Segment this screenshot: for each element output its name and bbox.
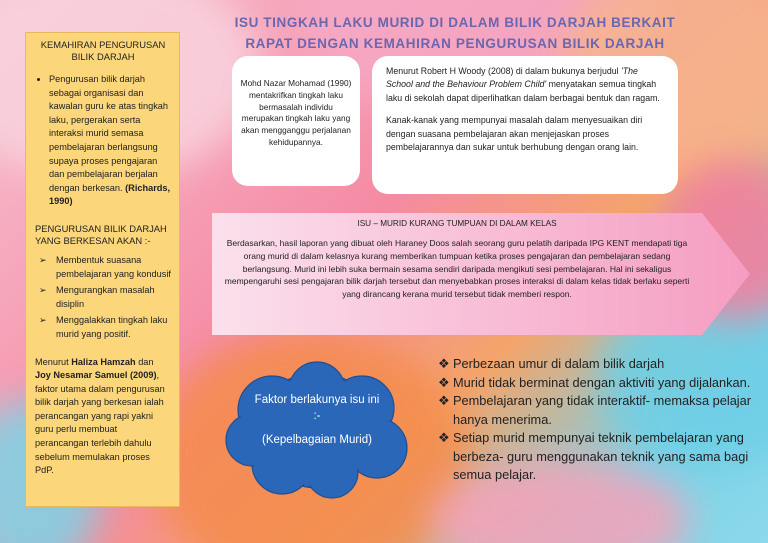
issue-heading: ISU – MURID KURANG TUMPUAN DI DALAM KELAS xyxy=(357,219,557,228)
definition-citation: (Richards, 1990) xyxy=(49,182,171,207)
factor-list xyxy=(438,355,758,485)
arrow-head-icon: ➢ xyxy=(39,315,47,326)
para-author: Joy Nesamar Samuel (2009) xyxy=(35,370,157,381)
factor-item xyxy=(438,392,758,429)
issue-arrow-box xyxy=(212,213,750,335)
definition-text: Pengurusan bilik darjah sebagai organisasi dan kawalan guru ke atas tingkah laku, pergerakan serta interaksi murid semasa pembelajaran berlangsung supaya proses pengajaran dan pembelajaran berjalan dengan berkesan. xyxy=(49,74,169,193)
benefit-list xyxy=(35,254,171,342)
benefit-item xyxy=(39,314,171,341)
para-body: , faktor utama dalam pengurusan bilik darjah yang berkesan ialah perancangan yang rapi yakni guru perlu membuat perancangan terlebih dahulu sebelum memulakan proses PdP. xyxy=(35,370,165,476)
definition-card xyxy=(232,56,360,186)
factor-text: Perbezaan umur di dalam bilik darjah xyxy=(453,356,665,371)
factor-item xyxy=(438,355,758,374)
benefit-text: Mengurangkan masalah disiplin xyxy=(56,285,155,309)
benefit-text: Menggalakkan tingkah laku murid yang positif. xyxy=(56,315,168,339)
quote-body: menyatakan semua tingkah laku di sekolah dapat diperlihatkan dalam berbagai bentuk dan ragam. xyxy=(386,79,660,103)
para-prefix: Menurut xyxy=(35,356,69,367)
panel-heading: KEMAHIRAN PENGURUSAN BILIK DARJAH xyxy=(40,39,166,62)
issue-body: Berdasarkan, hasil laporan yang dibuat oleh Haraney Doos salah seorang guru pelatih daripada IPG KENT mendapati tiga orang murid di dalam kelasnya kurang memberikan tumpuan ketika proses pengajaran dan pembelajaran sedang berlangsung. Murid ini lebih suka bermain sesama sendiri daripada mengikuti sesi pembelajaran. Hal ini sekaligus mempengaruhi sesi pengajaran bilik darjah tersebut dan menyebabkan proses interaksi di dalam kelas tidak berlaku seperti yang dirancang kerana murid tersebut tidak memberi respon. xyxy=(224,238,690,300)
factor-text: Murid tidak berminat dengan aktiviti yang dijalankan. xyxy=(453,374,751,390)
title-line-2: RAPAT DENGAN KEMAHIRAN PENGURUSAN BILIK DARJAH xyxy=(245,36,665,51)
diamond-bullet-icon: ❖ xyxy=(438,356,450,371)
para-conjunction: dan xyxy=(138,356,154,367)
book-title: 'The School and the Behaviour Problem Child' xyxy=(386,66,638,90)
arrow-head-icon: ➢ xyxy=(39,285,47,296)
factor-text: Pembelajaran yang tidak interaktif- memaksa pelajar hanya menerima. xyxy=(453,393,752,427)
cloud-text xyxy=(252,392,382,448)
arrow-head-icon: ➢ xyxy=(39,254,47,265)
factor-text: Setiap murid mempunyai teknik pembelajaran yang berbeza- guru menggunakan teknik yang sama bagi semua pelajar. xyxy=(453,430,749,482)
cloud-line-1: Faktor berlakunya isu ini :- xyxy=(254,394,380,422)
page-title xyxy=(220,12,690,54)
cloud-line-2: (Kepelbagaian Murid) xyxy=(262,434,372,446)
quote-paragraph-1 xyxy=(386,65,666,105)
quote-card xyxy=(372,56,678,194)
quote-prefix: Menurut Robert H Woody (2008) di dalam bukunya berjudul xyxy=(386,66,619,76)
diamond-bullet-icon: ❖ xyxy=(438,430,450,445)
factor-cloud xyxy=(222,360,412,500)
panel-subheading: PENGURUSAN BILIK DARJAH YANG BERKESAN AKAN :- xyxy=(35,222,167,247)
factor-item xyxy=(438,429,758,485)
benefit-item xyxy=(39,254,171,281)
diamond-bullet-icon: ❖ xyxy=(438,374,450,390)
benefit-item xyxy=(39,284,171,311)
factor-item xyxy=(438,374,758,393)
definition-list xyxy=(35,73,171,209)
title-line-1: ISU TINGKAH LAKU MURID DI DALAM BILIK DARJAH BERKAIT xyxy=(234,15,676,30)
benefit-text: Membentuk suasana pembelajaran yang kondusif xyxy=(56,254,171,279)
panel-paragraph xyxy=(35,356,171,478)
diamond-bullet-icon: ❖ xyxy=(438,393,450,408)
definition-card-text: Mohd Nazar Mohamad (1990) mentakrifkan tingkah laku bermasalah individu merupakan tingkah laku yang akan mengganggu perjalanan kehidupannya. xyxy=(240,78,352,147)
para-author: Haliza Hamzah xyxy=(71,356,136,367)
left-info-panel xyxy=(25,32,180,507)
quote-paragraph-2: Kanak-kanak yang mempunyai masalah dalam menyesuaikan diri dengan suasana pembelajaran akan menjejaskan proses pembelajarannya dan sukar untuk berhubung dengan orang lain. xyxy=(386,115,643,153)
definition-item xyxy=(49,73,171,209)
